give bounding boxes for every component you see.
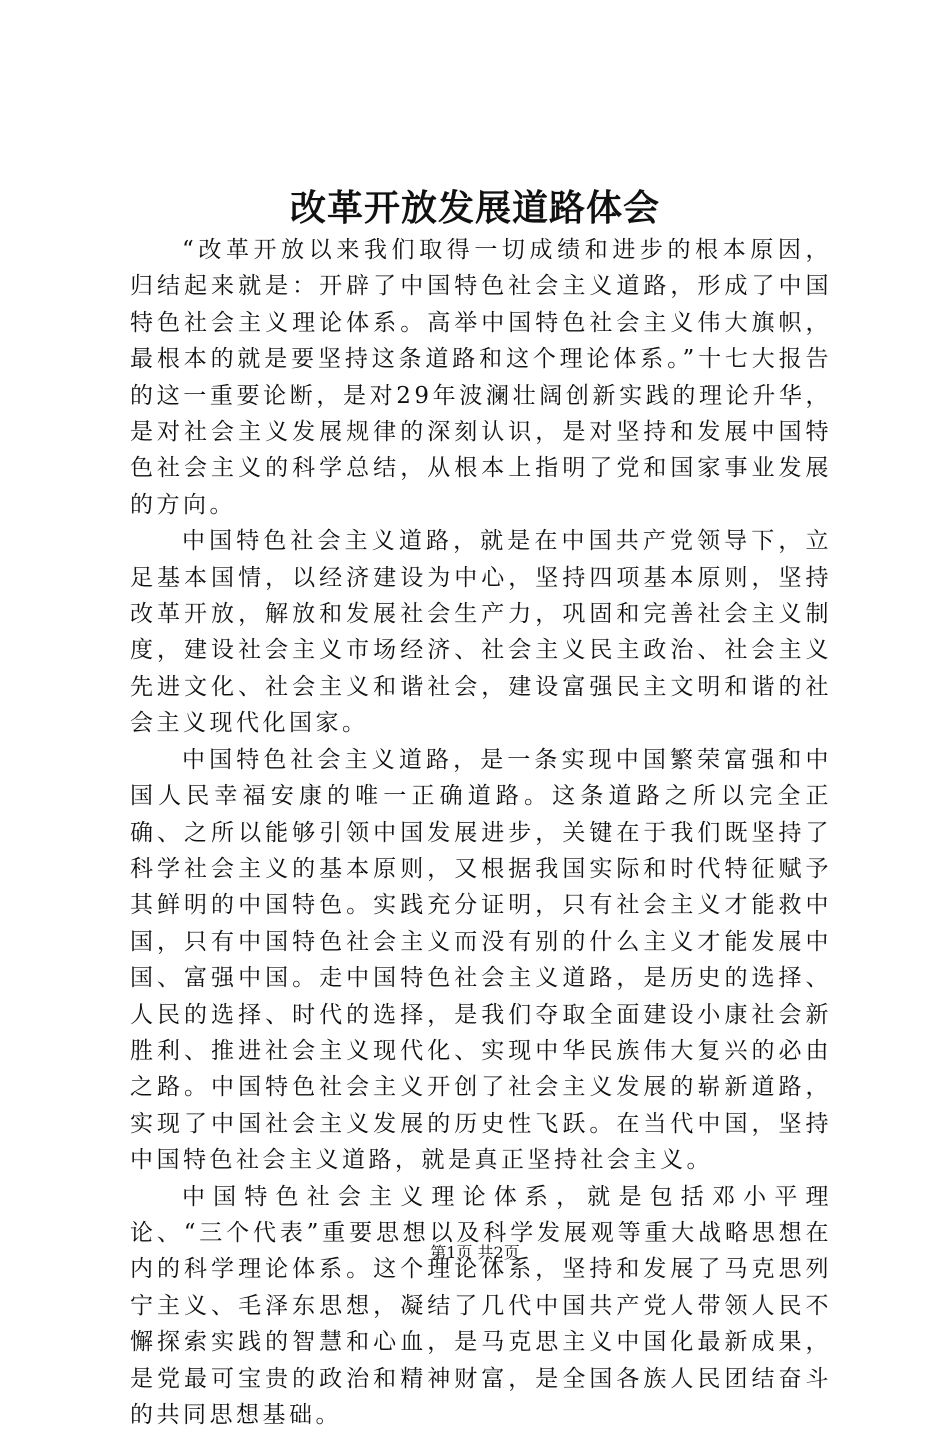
paragraph-1: “改革开放以来我们取得一切成绩和进步的根本原因，归结起来就是：开辟了中国特色社会主义道路，形成了中国特色社会主义理论体系。高举中国特色社会主义伟大旗帜，最根本的就是要坚持这条道路和这个理论体系。”十七大报告的这一重要论断，是对29年波澜壮阔创新实践的理论升华，是对社会主义发展规律的深刻认识，是对坚持和发展中国特色社会主义的科学总结，从根本上指明了党和国家事业发展的方向。 <box>130 237 832 518</box>
page-number-footer: 第1页 共2页 <box>430 1243 520 1262</box>
paragraph-3: 中国特色社会主义道路，是一条实现中国繁荣富强和中国人民幸福安康的唯一正确道路。这条道路之所以完全正确、之所以能够引领中国发展进步，关键在于我们既坚持了科学社会主义的基本原则，又根据我国实际和时代特征赋予其鲜明的中国特色。实践充分证明，只有社会主义才能救中国，只有中国特色社会主义而没有别的什么主义才能发展中国、富强中国。走中国特色社会主义道路，是历史的选择、人民的选择、时代的选择，是我们夺取全面建设小康社会新胜利、推进社会主义现代化、实现中华民族伟大复兴的必由之路。中国特色社会主义开创了社会主义发展的崭新道路，实现了中国社会主义发展的历史性飞跃。在当代中国，坚持中国特色社会主义道路，就是真正坚持社会主义。 <box>130 746 832 1174</box>
paragraph-2: 中国特色社会主义道路，就是在中国共产党领导下，立足基本国情，以经济建设为中心，坚持四项基本原则，坚持改革开放，解放和发展社会生产力，巩固和完善社会主义制度，建设社会主义市场经济、社会主义民主政治、社会主义先进文化、社会主义和谐社会，建设富强民主文明和谐的社会主义现代化国家。 <box>130 528 832 737</box>
document-title: 改革开放发展道路体会 <box>289 187 660 229</box>
paragraph-4: 中国特色社会主义理论体系，就是包括邓小平理论、“三个代表”重要思想以及科学发展观等重大战略思想在内的科学理论体系。这个理论体系，坚持和发展了马克思列宁主义、毛泽东思想，凝结了几代中国共产党人带领人民不懈探索实践的智慧和心血，是马克思主义中国化最新成果，是党最可宝贵的政治和精神财富，是全国各族人民团结奋斗的共同思想基础。 <box>130 1183 832 1428</box>
